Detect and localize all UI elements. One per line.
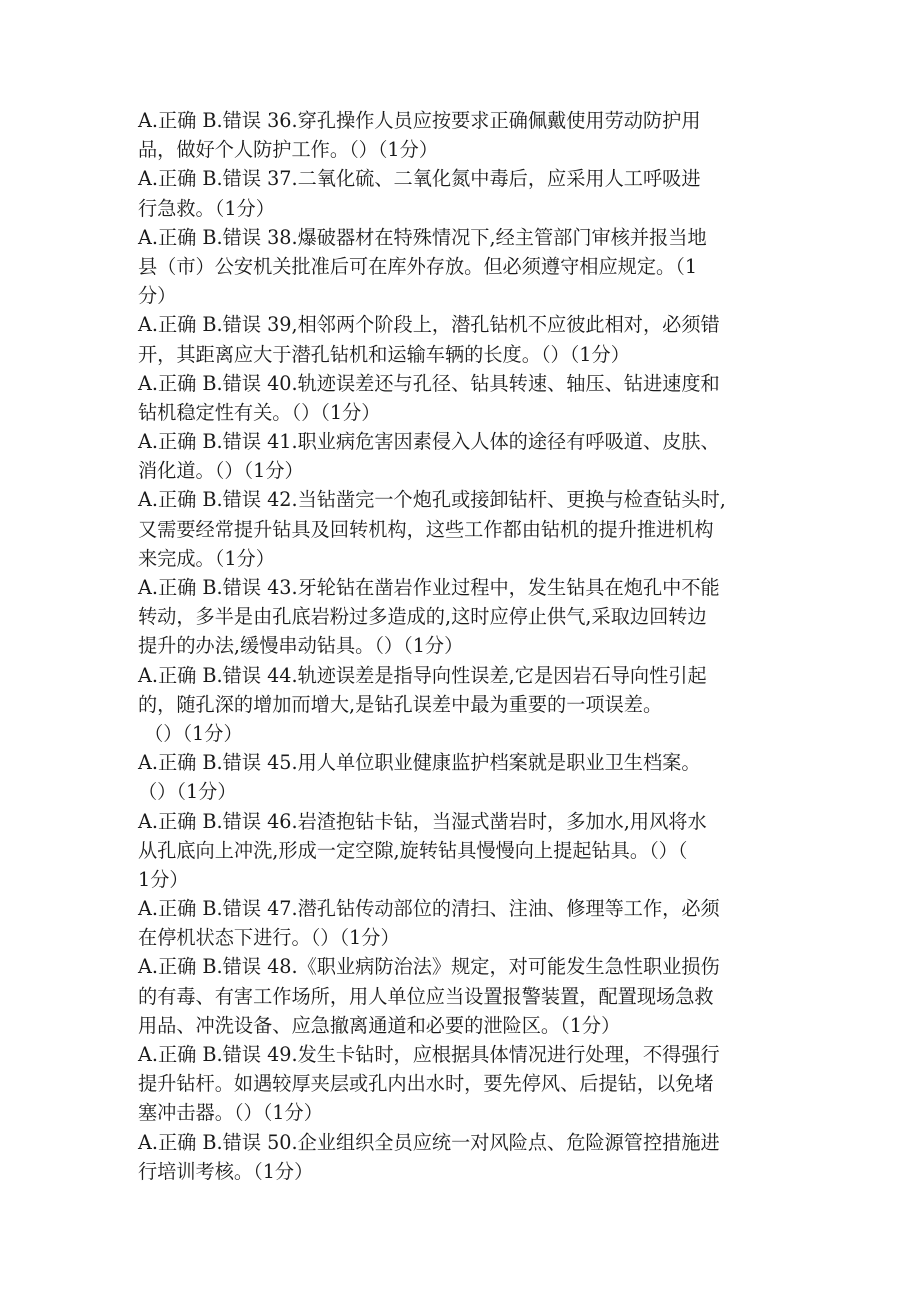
text-line: A.正确 B.错误 37.二氧化硫、二氧化氮中毒后，应采用人工呼吸进 [138,167,701,191]
document-body [138,106,793,1186]
text-line: （）（1分） [138,780,237,804]
text-line: 用品、冲洗设备、应急撤离通道和必要的泄险区。（1分） [138,1013,621,1037]
text-line: 1分） [138,867,189,891]
text-line: A.正确 B.错误 42.当钻凿完一个炮孔或接卸钻杆、更换与检查钻头时, [138,488,726,512]
text-line: A.正确 B.错误 40.轨迹误差还与孔径、钻具转速、轴压、钻进速度和 [138,371,720,395]
text-line: A.正确 B.错误 39,相邻两个阶段上，潜孔钻机不应彼此相对，必须错 [138,313,720,337]
text-line: 提升的办法,缓慢串动钻具。（）（1分） [138,634,464,658]
text-line: A.正确 B.错误 45.用人单位职业健康监护档案就是职业卫生档案。 [138,751,701,775]
text-line: 县（市）公安机关批准后可在库外存放。但必须遵守相应规定。（1 [138,254,698,278]
text-line: 转动，多半是由孔底岩粉过多造成的,这时应停止供气,采取边回转边 [138,605,707,629]
text-line: 塞冲击器。（）（1分） [138,1101,323,1125]
text-line: 品，做好个人防护工作。（）（1分） [138,138,439,162]
text-line: 从孔底向上冲洗,形成一定空隙,旋转钻具慢慢向上提起钻具。（）（ [138,838,688,862]
text-line: A.正确 B.错误 38.爆破器材在特殊情况下,经主管部门审核并报当地 [138,225,707,249]
text-line: 开，其距离应大于潜孔钻机和运输车辆的长度。（）（1分） [138,342,630,366]
text-line: 在停机状态下进行。（）（1分） [138,926,400,950]
text-line: A.正确 B.错误 41.职业病危害因素侵入人体的途径有呼吸道、皮肤、 [138,430,720,454]
text-line: 消化道。（）（1分） [138,459,304,483]
text-line: 的有毒、有害工作场所，用人单位应当设置报警装置，配置现场急救 [138,984,714,1008]
text-line: 又需要经常提升钻具及回转机构，这些工作都由钻机的提升推进机构 [138,517,714,541]
text-line: A.正确 B.错误 50.企业组织全员应统一对风险点、危险源管控措施进 [138,1130,720,1154]
text-line: （）（1分） [138,721,243,745]
text-line: 行培训考核。（1分） [138,1159,314,1183]
text-line: A.正确 B.错误 47.潜孔钻传动部位的清扫、注油、修理等工作，必须 [138,897,720,921]
text-line: 钻机稳定性有关。（）（1分） [138,400,381,424]
text-line: A.正确 B.错误 36.穿孔操作人员应按要求正确佩戴使用劳动防护用 [138,109,701,132]
text-line: 的，随孔深的增加而增大,是钻孔误差中最为重要的一项误差。 [138,692,663,716]
text-line: 分） [138,284,177,308]
text-line: 来完成。（1分） [138,546,275,570]
text-line: A.正确 B.错误 46.岩渣抱钻卡钻，当湿式凿岩时，多加水,用风将水 [138,809,707,833]
text-line: 提升钻杆。如遇较厚夹层或孔内出水时，要先停风、后提钻，以免堵 [138,1072,714,1096]
text-line: A.正确 B.错误 48.《职业病防治法》规定，对可能发生急性职业损伤 [138,955,720,979]
text-line: A.正确 B.错误 44.轨迹误差是指导向性误差,它是因岩石导向性引起 [138,663,707,687]
text-line: 行急救。（1分） [138,196,275,220]
text-line: A.正确 B.错误 49.发生卡钻时，应根据具体情况进行处理，不得强行 [138,1043,720,1066]
text-line: A.正确 B.错误 43.牙轮钻在凿岩作业过程中，发生钻具在炮孔中不能 [138,576,720,599]
